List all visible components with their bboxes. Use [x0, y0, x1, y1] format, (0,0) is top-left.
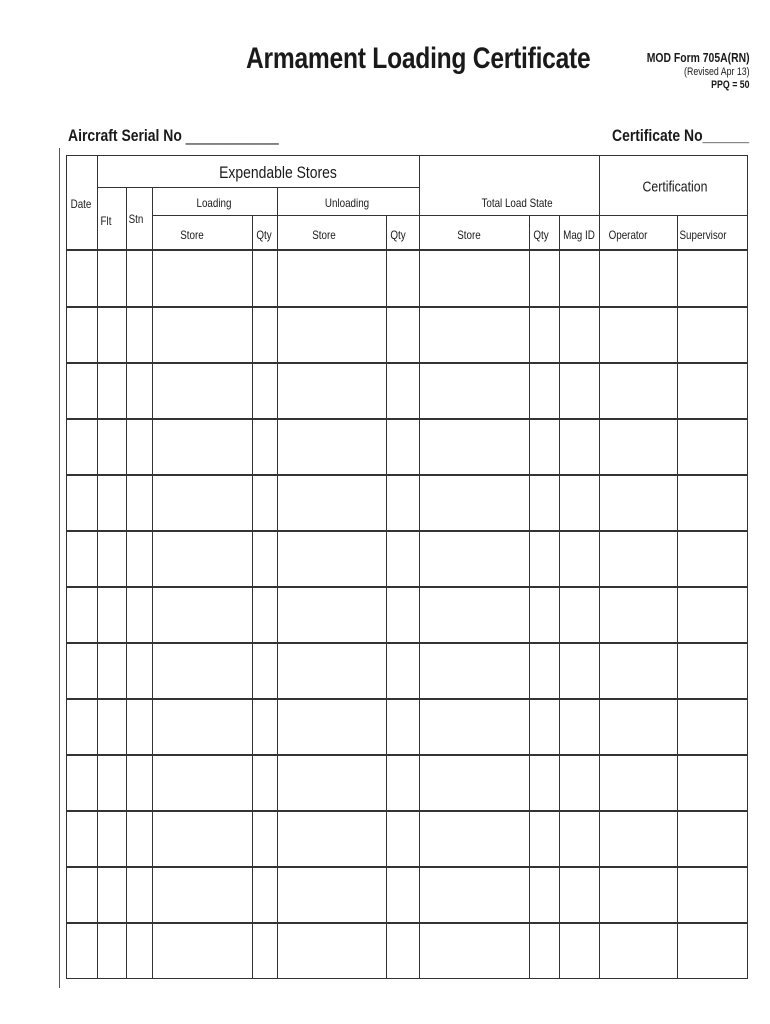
form-ppq: PPQ = 50	[711, 78, 750, 91]
form-reference	[621, 50, 750, 92]
form-number: MOD Form 705A(RN)	[647, 50, 750, 65]
total-store-header: Store	[457, 228, 481, 242]
col-line-total-store	[529, 215, 530, 979]
loading-table	[66, 155, 748, 979]
table-row-line	[66, 530, 748, 532]
table-border-bottom	[66, 978, 748, 979]
table-border-left	[66, 155, 67, 979]
table-row-line	[66, 922, 748, 924]
supervisor-header: Supervisor	[679, 228, 727, 242]
table-row-line	[66, 642, 748, 644]
unloading-header: Unloading	[324, 196, 370, 210]
loading-store-header: Store	[180, 228, 204, 242]
certificate-no-blank[interactable]: ______	[702, 126, 750, 145]
aircraft-serial-field[interactable]	[68, 126, 279, 146]
unloading-store-header: Store	[312, 228, 336, 242]
col-line-load-store	[252, 215, 253, 979]
aircraft-serial-blank[interactable]: ____________	[185, 126, 279, 145]
table-border-right	[747, 155, 748, 979]
table-row-line	[66, 586, 748, 588]
total-qty-header: Qty	[533, 228, 549, 242]
col-line-unload-qty	[419, 155, 420, 979]
date-header: Date	[70, 197, 92, 211]
table-row-line	[66, 362, 748, 364]
table-border-top	[66, 155, 748, 156]
table-row-line	[66, 698, 748, 700]
header-line-3	[66, 249, 748, 251]
col-line-unload-store	[386, 215, 387, 979]
form-title: Armament Loading Certificate	[246, 42, 591, 75]
col-line-date	[97, 155, 98, 979]
header-line-2	[152, 215, 748, 216]
stn-header: Stn	[128, 212, 144, 226]
col-line-total-qty	[559, 215, 560, 979]
aircraft-serial-label: Aircraft Serial No	[68, 126, 182, 145]
form-revision: (Revised Apr 13)	[684, 65, 750, 78]
table-row-line	[66, 306, 748, 308]
flt-header: Flt	[100, 214, 112, 228]
operator-header: Operator	[608, 228, 648, 242]
expendable-stores-header: Expendable Stores	[219, 163, 337, 182]
table-row-line	[66, 866, 748, 868]
certificate-no-label: Certificate No	[612, 126, 703, 145]
certificate-no-field[interactable]	[612, 126, 749, 146]
header-line-1	[97, 187, 419, 188]
loading-header: Loading	[196, 196, 232, 210]
loading-qty-header: Qty	[256, 228, 272, 242]
certification-header: Certification	[642, 178, 708, 196]
table-row-line	[66, 418, 748, 420]
col-line-mag-id	[599, 155, 600, 979]
mag-id-header: Mag ID	[563, 228, 595, 242]
unloading-qty-header: Qty	[390, 228, 406, 242]
margin-line	[59, 148, 60, 988]
table-row-line	[66, 474, 748, 476]
table-row-line	[66, 810, 748, 812]
col-line-operator	[677, 215, 678, 979]
table-row-line	[66, 754, 748, 756]
total-load-state-header: Total Load State	[481, 196, 553, 210]
